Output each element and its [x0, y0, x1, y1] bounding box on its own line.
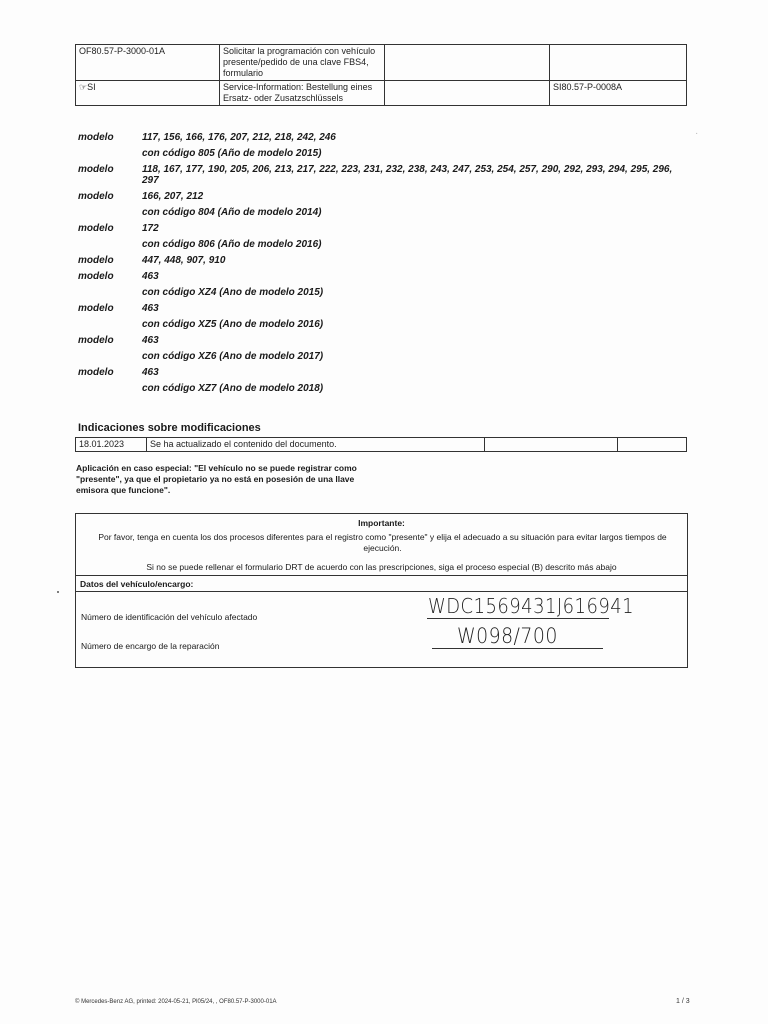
- model-label: modelo: [78, 303, 114, 314]
- model-numbers: 463: [142, 367, 159, 378]
- model-row: [78, 162, 688, 189]
- model-numbers: 172: [142, 223, 159, 234]
- model-row: [78, 189, 688, 221]
- empty-cell: [618, 438, 687, 452]
- si-title: Service-Information: Bestellung eines Ersatz- oder Zusatzschlüssels: [220, 81, 385, 106]
- model-row: [78, 365, 688, 397]
- model-numbers: 463: [142, 335, 159, 346]
- divider: [76, 575, 687, 576]
- model-label: modelo: [78, 164, 114, 175]
- important-note: Si no se puede rellenar el formulario DRT de acuerdo con las prescripciones, siga el proceso especial (B) descrito más abajo: [146, 562, 617, 572]
- model-row: [78, 301, 688, 333]
- model-label: modelo: [78, 191, 114, 202]
- important-title: Importante:: [358, 518, 405, 528]
- page-number: 1 / 3: [676, 998, 690, 1005]
- model-code: con código XZ4 (Ano de modelo 2015): [142, 287, 324, 298]
- modification-date: 18.01.2023: [76, 438, 147, 452]
- repair-order-label: Número de encargo de la reparación: [81, 641, 220, 651]
- important-box: [75, 513, 688, 668]
- repair-order-handwritten: W098/700: [457, 624, 558, 648]
- model-label: modelo: [78, 223, 114, 234]
- modifications-table: [75, 437, 687, 452]
- model-code: con código 806 (Año de modelo 2016): [142, 239, 322, 250]
- model-row: [78, 333, 688, 365]
- model-row: [78, 269, 688, 301]
- model-numbers: 463: [142, 303, 159, 314]
- model-row: [78, 253, 688, 269]
- vin-handwritten: WDC1569431J616941: [428, 594, 635, 618]
- modifications-title: Indicaciones sobre modificaciones: [78, 422, 261, 434]
- model-code: con código XZ6 (Ano de modelo 2017): [142, 351, 324, 362]
- divider: [76, 591, 687, 592]
- model-numbers: 117, 156, 166, 176, 207, 212, 218, 242, 246: [142, 132, 336, 143]
- doc-code: OF80.57-P-3000-01A: [76, 45, 220, 81]
- model-row: [78, 130, 688, 162]
- model-list: [78, 130, 688, 397]
- repair-order-underline: [432, 648, 603, 649]
- model-numbers: 118, 167, 177, 190, 205, 206, 213, 217, 222, 223, 231, 232, 238, 243, 247, 253, 254, 257, 290, 292, 293, 294, 295, 296, 297: [142, 164, 673, 186]
- special-case-text: Aplicación en caso especial: "El vehículo no se puede registrar como "presente", ya que el propietario ya no está en posesión de una llave emisora que funcione".: [76, 463, 357, 495]
- model-code: con código XZ5 (Ano de modelo 2016): [142, 319, 324, 330]
- modification-text: Se ha actualizado el contenido del documento.: [147, 438, 485, 452]
- model-code: con código XZ7 (Ano de modelo 2018): [142, 383, 324, 394]
- important-text: Por favor, tenga en cuenta los dos procesos diferentes para el registro como "presente" y elija el adecuado a su situación para evitar largos tiempos de ejecución.: [98, 532, 667, 553]
- table-row: [76, 438, 687, 452]
- empty-cell: [550, 45, 687, 81]
- scan-dot: [57, 591, 59, 593]
- si-code: SI80.57-P-0008A: [550, 81, 687, 106]
- doc-title: Solicitar la programación con vehículo presente/pedido de una clave FBS4, formulario: [220, 45, 385, 81]
- empty-cell: [385, 81, 550, 106]
- model-label: modelo: [78, 271, 114, 282]
- model-label: modelo: [78, 367, 114, 378]
- reference-table: [75, 44, 687, 106]
- model-code: con código 805 (Año de modelo 2015): [142, 148, 322, 159]
- vin-underline: [427, 618, 609, 619]
- vehicle-data-title: Datos del vehículo/encargo:: [80, 579, 194, 589]
- vin-label: Número de identificación del vehículo afectado: [81, 612, 258, 622]
- scan-mark: ·: [695, 128, 699, 139]
- empty-cell: [485, 438, 618, 452]
- model-code: con código 804 (Año de modelo 2014): [142, 207, 322, 218]
- model-numbers: 463: [142, 271, 159, 282]
- si-label: ☞SI: [76, 81, 220, 106]
- model-label: modelo: [78, 255, 114, 266]
- model-numbers: 447, 448, 907, 910: [142, 255, 226, 266]
- model-numbers: 166, 207, 212: [142, 191, 204, 202]
- model-row: [78, 221, 688, 253]
- model-label: modelo: [78, 335, 114, 346]
- footer-text: © Mercedes-Benz AG, printed: 2024-05-21, Pl05/24, , OF80.57-P-3000-01A: [75, 999, 277, 1005]
- model-label: modelo: [78, 132, 114, 143]
- table-row: [76, 45, 687, 81]
- table-row: [76, 81, 687, 106]
- empty-cell: [385, 45, 550, 81]
